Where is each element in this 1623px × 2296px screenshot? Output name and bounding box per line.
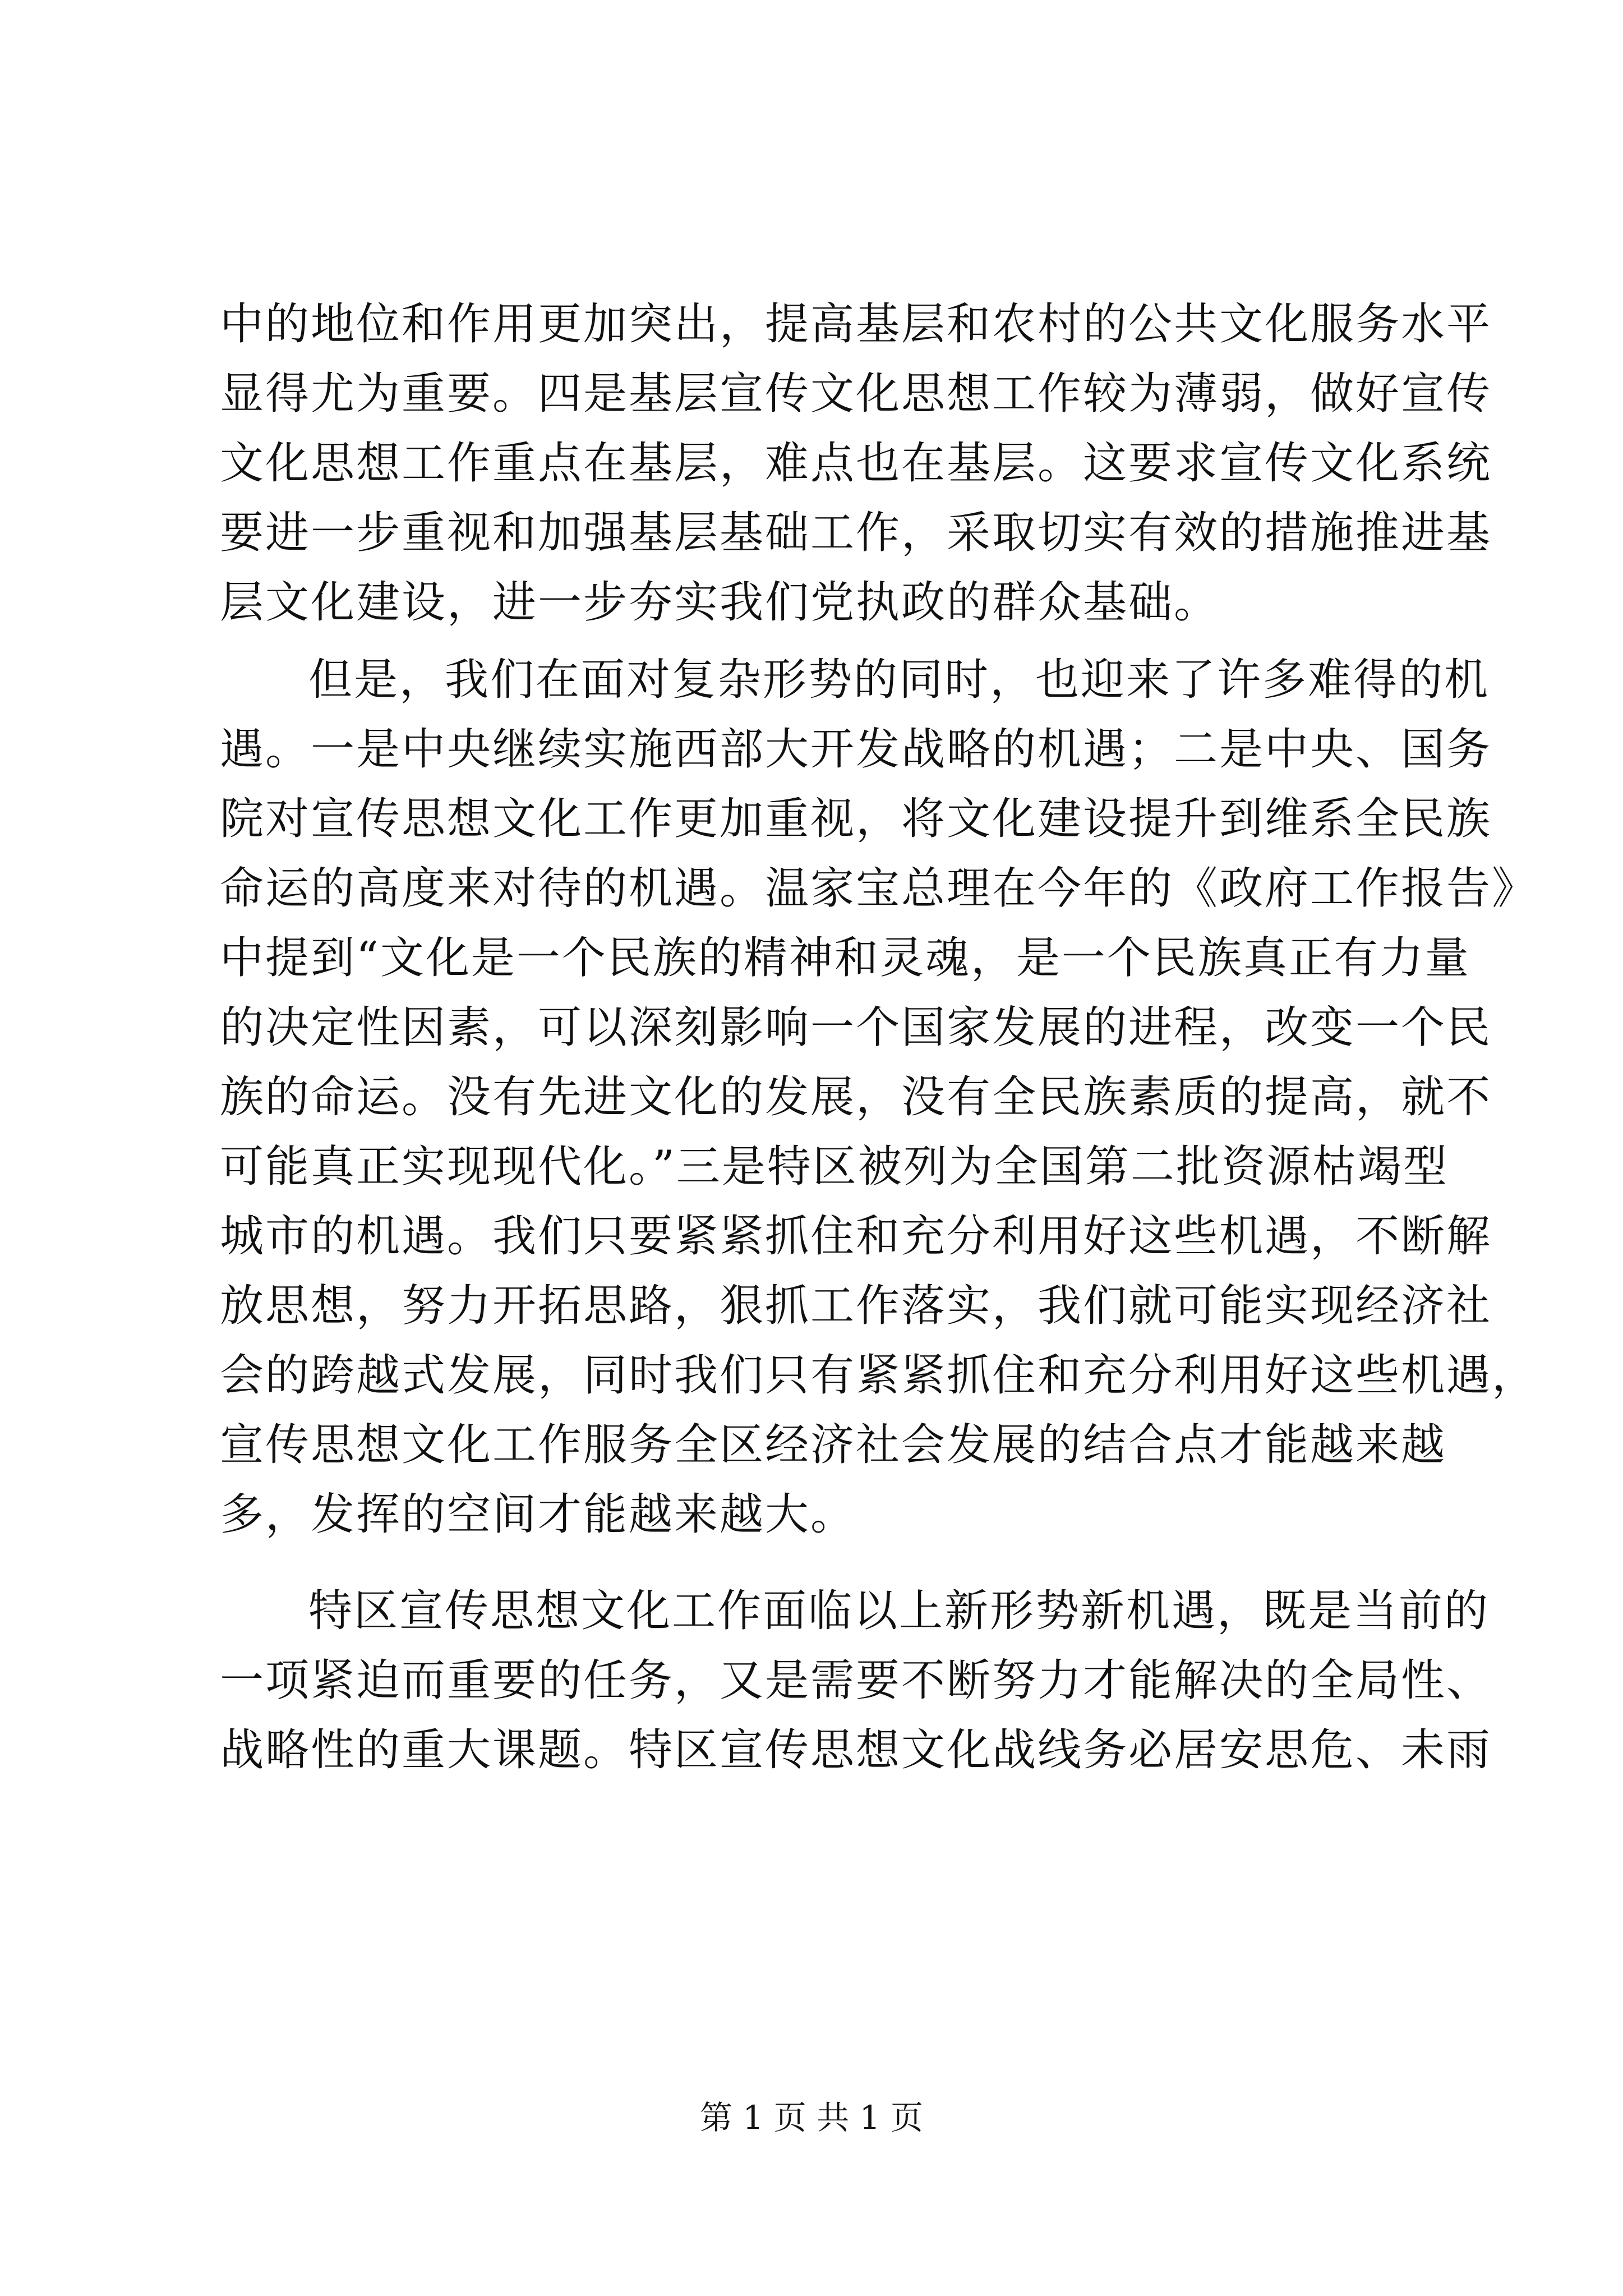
text-line: 中提到“文化是一个民族的精神和灵魂，是一个民族真正有力量 [220,933,1470,983]
text-line: 要进一步重视和加强基层基础工作，采取切实有效的措施推进基 [220,508,1492,558]
text-line: 放思想，努力开拓思路，狠抓工作落实，我们就可能实现经济社 [220,1281,1492,1331]
text-line: 特区宣传思想文化工作面临以上新形势新机遇，既是当前的 [308,1586,1490,1636]
text-line: 文化思想工作重点在基层，难点也在基层。这要求宣传文化系统 [220,438,1492,489]
paragraph-1 [220,289,1492,637]
text-line: 可能真正实现现代化。”三是特区被列为全国第二批资源枯竭型 [220,1142,1449,1192]
paragraph-spacer [220,637,1420,645]
text-line: 战略性的重大课题。特区宣传思想文化战线务必居安思危、未雨 [220,1725,1492,1775]
text-line: 院对宣传思想文化工作更加重视，将文化建设提升到维系全民族 [220,794,1492,844]
text-line: 多，发挥的空间才能越来越大。 [220,1489,856,1540]
text-line: 城市的机遇。我们只要紧紧抓住和充分利用好这些机遇，不断解 [220,1211,1492,1262]
text-line: 层文化建设，进一步夯实我们党执政的群众基础。 [220,577,1220,628]
text-line: 一项紧迫而重要的任务，又是需要不断努力才能解决的全局性、 [220,1655,1492,1706]
text-line: 会的跨越式发展，同时我们只有紧紧抓住和充分利用好这些机遇， [220,1350,1538,1401]
text-line: 命运的高度来对待的机遇。温家宝总理在今年的《政府工作报告》 [220,863,1538,914]
text-line: 的决定性因素，可以深刻影响一个国家发展的进程，改变一个民 [220,1002,1492,1053]
text-line: 族的命运。没有先进文化的发展，没有全民族素质的提高，就不 [220,1072,1492,1122]
text-line: 宣传思想文化工作服务全区经济社会发展的结合点才能越来越 [220,1420,1447,1470]
document-body [220,289,1538,1785]
text-line: 但是，我们在面对复杂形势的同时，也迎来了许多难得的机 [308,655,1490,705]
page-number-footer: 第 1 页 共 1 页 [700,2099,923,2137]
paragraph-3 [220,1576,1492,1785]
text-line: 显得尤为重要。四是基层宣传文化思想工作较为薄弱，做好宣传 [220,369,1492,419]
text-line: 中的地位和作用更加突出，提高基层和农村的公共文化服务水平 [220,299,1492,349]
paragraph-spacer [220,1549,1420,1576]
paragraph-2 [220,645,1538,1549]
text-line: 遇。一是中央继续实施西部大开发战略的机遇；二是中央、国务 [220,724,1492,775]
